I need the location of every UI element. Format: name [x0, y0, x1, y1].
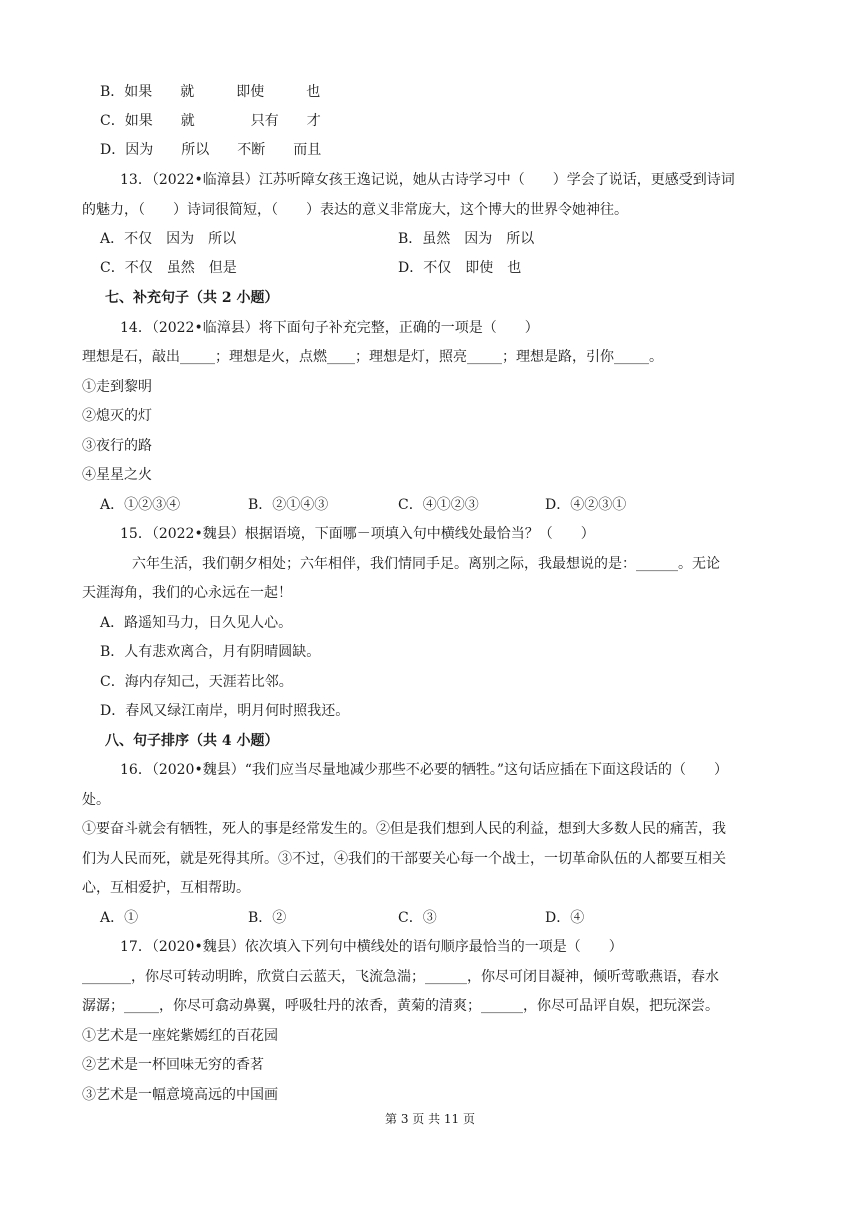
q16-passage-2: 们为人民而死，就是死得其所。③不过，④我们的干部要关心每一个战士，一切革命队伍的人都要互相关: [82, 851, 726, 867]
page-footer: 第 3 页 共 11 页: [385, 1112, 475, 1126]
q12-option-d: D．因为 所以 不断 而且: [100, 142, 322, 158]
q17-item-2: ②艺术是一杯回味无穷的香茗: [82, 1057, 264, 1073]
q15-option-b: B．人有悲欢离合，月有阴晴圆缺。: [100, 644, 321, 660]
q14-item-3: ③夜行的路: [82, 438, 152, 454]
q16-option-c: C．③: [398, 910, 437, 926]
q17-item-3: ③艺术是一幅意境高远的中国画: [82, 1087, 278, 1103]
q14-option-c: C．④①②③: [398, 497, 479, 513]
q14-option-d: D．④②③①: [545, 497, 627, 513]
q16-option-b: B．②: [248, 910, 287, 926]
section-heading-7: 七、补充句子（共 2 小题）: [105, 290, 279, 306]
q15-option-a: A．路遥知马力，日久见人心。: [100, 615, 293, 631]
q15-passage: 六年生活，我们朝夕相处；六年相伴，我们情同手足。离别之际，我最想说的是：______。无论: [132, 556, 720, 572]
q17-passage-2: 潺潺；_____，你尽可翕动鼻翼，呼吸牡丹的浓香，黄菊的清爽；______，你尽可品评自娱，把玩深尝。: [82, 998, 719, 1014]
q14-stem: 14．（2022•临漳县）将下面句子补充完整，正确的一项是（ ）: [120, 320, 539, 336]
q13-option-d: D．不仅 即使 也: [398, 260, 522, 276]
q15-passage-cont: 天涯海角，我们的心永远在一起！: [82, 585, 292, 601]
q13-option-c: C．不仅 虽然 但是: [100, 260, 237, 276]
q16-passage-1: ①要奋斗就会有牺牲，死人的事是经常发生的。②但是我们想到人民的利益，想到大多数人民的痛苦，我: [82, 821, 726, 837]
q13-stem: 13．（2022•临漳县）江苏听障女孩王逸记说，她从古诗学习中（ ）学会了说话，更感受到诗词: [120, 172, 735, 188]
q12-option-b: B．如果 就 即使 也: [100, 84, 321, 100]
q14-item-1: ①走到黎明: [82, 379, 152, 395]
q14-item-4: ④星星之火: [82, 467, 152, 483]
q14-option-b: B．②①④③: [248, 497, 329, 513]
q12-option-c: C．如果 就 只有 才: [100, 113, 321, 129]
q17-passage-1: _______，你尽可转动明眸，欣赏白云蓝天，飞流急湍；______，你尽可闭目凝神，倾听莺歌燕语，春水: [82, 969, 719, 985]
q14-option-a: A．①②③④: [100, 497, 181, 513]
q13-option-b: B．虽然 因为 所以: [398, 231, 535, 247]
q15-stem: 15．（2022•魏县）根据语境，下面哪－项填入句中横线处最恰当？（ ）: [120, 526, 595, 542]
q16-passage-3: 心，互相爱护，互相帮助。: [82, 880, 250, 896]
q14-sentence: 理想是石，敲出_____；理想是火，点燃____；理想是灯，照亮_____；理想是路，引你_____。: [82, 349, 663, 365]
section-heading-8: 八、句子排序（共 4 小题）: [105, 733, 279, 749]
q15-option-d: D．春风又绿江南岸，明月何时照我还。: [100, 703, 350, 719]
q16-stem: 16．（2020•魏县）“我们应当尽量地减少那些不必要的牺牲。”这句话应插在下面这段话的（ ）: [120, 762, 729, 778]
q13-option-a: A．不仅 因为 所以: [100, 231, 237, 247]
q16-stem-cont: 处。: [82, 792, 110, 808]
q15-option-c: C．海内存知己，天涯若比邻。: [100, 674, 293, 690]
q17-item-1: ①艺术是一座姹紫嫣红的百花园: [82, 1028, 278, 1044]
q13-stem-cont: 的魅力，（ ）诗词很简短，（ ）表达的意义非常庞大，这个博大的世界令她神往。: [82, 202, 628, 218]
q17-stem: 17．（2020•魏县）依次填入下列句中横线处的语句顺序最恰当的一项是（ ）: [120, 939, 623, 955]
q16-option-a: A．①: [100, 910, 139, 926]
q14-item-2: ②熄灭的灯: [82, 408, 152, 424]
q16-option-d: D．④: [545, 910, 585, 926]
